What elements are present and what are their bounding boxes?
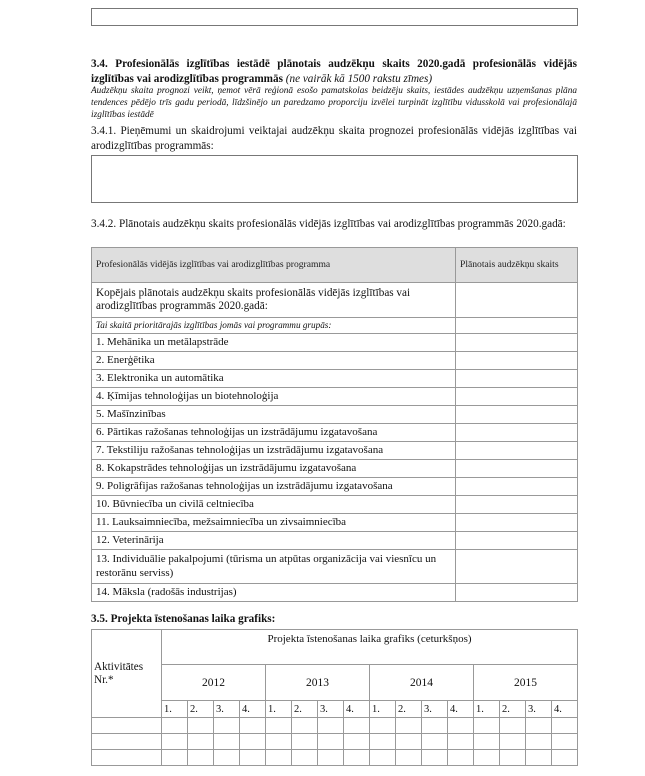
schedule-title-row bbox=[92, 630, 578, 665]
quarter-header: 1. bbox=[474, 701, 500, 718]
schedule-cell[interactable] bbox=[92, 750, 162, 766]
schedule-cell[interactable] bbox=[240, 718, 266, 734]
table-row bbox=[92, 424, 578, 442]
table-row bbox=[92, 584, 578, 602]
program-name: 7. Tekstiliju ražošanas tehnoloģijas un izstrādājumu izgatavošana bbox=[92, 442, 456, 460]
schedule-cell[interactable] bbox=[344, 734, 370, 750]
schedule-cell[interactable] bbox=[292, 718, 318, 734]
program-name: 10. Būvniecība un civilā celtniecība bbox=[92, 496, 456, 514]
table-row bbox=[92, 460, 578, 478]
count-cell[interactable] bbox=[456, 334, 578, 352]
count-cell[interactable] bbox=[456, 584, 578, 602]
schedule-cell[interactable] bbox=[162, 734, 188, 750]
count-cell[interactable] bbox=[456, 352, 578, 370]
schedule-cell[interactable] bbox=[318, 734, 344, 750]
schedule-cell[interactable] bbox=[344, 750, 370, 766]
schedule-cell[interactable] bbox=[292, 734, 318, 750]
subsection-3-4-1-label: 3.4.1. Pieņēmumi un skaidrojumi veiktajai audzēkņu skaita prognozei profesionālās vidējās izglītības vai arodizglītības programmās: bbox=[91, 125, 577, 152]
quarter-header: 1. bbox=[370, 701, 396, 718]
schedule-cell[interactable] bbox=[422, 734, 448, 750]
count-cell[interactable] bbox=[456, 442, 578, 460]
program-name: 11. Lauksaimniecība, mežsaimniecība un zivsaimniecība bbox=[92, 514, 456, 532]
total-count-cell[interactable] bbox=[456, 283, 578, 318]
program-name: 8. Kokapstrādes tehnoloģijas un izstrādājumu izgatavošana bbox=[92, 460, 456, 478]
schedule-cell[interactable] bbox=[240, 734, 266, 750]
schedule-cell[interactable] bbox=[552, 750, 578, 766]
schedule-cell[interactable] bbox=[448, 718, 474, 734]
schedule-cell[interactable] bbox=[526, 718, 552, 734]
priority-count-cell[interactable] bbox=[456, 318, 578, 334]
schedule-cell[interactable] bbox=[266, 734, 292, 750]
schedule-cell[interactable] bbox=[474, 750, 500, 766]
section-3-4-title: 3.4. Profesionālās izglītības iestādē plānotais audzēkņu skaits 2020.gadā profesionālās vidējās izglītības vai arodizglītības programmās bbox=[91, 58, 577, 85]
schedule-cell[interactable] bbox=[370, 734, 396, 750]
program-name: 2. Enerģētika bbox=[92, 352, 456, 370]
priority-row-label: Tai skaitā prioritārajās izglītības jomās vai programmu grupās: bbox=[92, 318, 456, 334]
schedule-cell[interactable] bbox=[92, 734, 162, 750]
table-header-row bbox=[92, 248, 578, 283]
program-name: 4. Ķīmijas tehnoloģijas un biotehnoloģija bbox=[92, 388, 456, 406]
schedule-cell[interactable] bbox=[474, 718, 500, 734]
schedule-cell[interactable] bbox=[370, 750, 396, 766]
quarter-header: 4. bbox=[448, 701, 474, 718]
quarter-header: 2. bbox=[188, 701, 214, 718]
quarter-header: 3. bbox=[318, 701, 344, 718]
quarter-header: 3. bbox=[526, 701, 552, 718]
schedule-cell[interactable] bbox=[500, 750, 526, 766]
quarter-header: 2. bbox=[396, 701, 422, 718]
count-cell[interactable] bbox=[456, 406, 578, 424]
table-row bbox=[92, 514, 578, 532]
schedule-row bbox=[92, 718, 578, 734]
program-name: 3. Elektronika un automātika bbox=[92, 370, 456, 388]
schedule-cell[interactable] bbox=[396, 750, 422, 766]
count-cell[interactable] bbox=[456, 532, 578, 550]
table-row bbox=[92, 370, 578, 388]
schedule-cell[interactable] bbox=[500, 734, 526, 750]
schedule-cell[interactable] bbox=[162, 750, 188, 766]
count-cell[interactable] bbox=[456, 424, 578, 442]
total-row-label: Kopējais plānotais audzēkņu skaits profesionālās vidējās izglītības vai arodizglītības programmās 2020.gadā: bbox=[92, 283, 456, 318]
program-column-header: Profesionālās vidējās izglītības vai arodizglītības programma bbox=[92, 248, 456, 283]
schedule-cell[interactable] bbox=[318, 718, 344, 734]
schedule-cell[interactable] bbox=[318, 750, 344, 766]
quarter-header: 3. bbox=[422, 701, 448, 718]
schedule-cell[interactable] bbox=[214, 750, 240, 766]
year-header: 2015 bbox=[474, 665, 578, 701]
quarter-header: 2. bbox=[292, 701, 318, 718]
schedule-cell[interactable] bbox=[500, 718, 526, 734]
priority-row bbox=[92, 318, 578, 334]
table-row bbox=[92, 550, 578, 584]
schedule-table bbox=[91, 629, 578, 766]
schedule-cell[interactable] bbox=[526, 750, 552, 766]
count-column-header: Plānotais audzēkņu skaits bbox=[456, 248, 578, 283]
program-name: 5. Mašīnzinības bbox=[92, 406, 456, 424]
section-3-5-heading: 3.5. Projekta īstenošanas laika grafiks: bbox=[91, 613, 276, 625]
schedule-cell[interactable] bbox=[240, 750, 266, 766]
program-name: 14. Māksla (radošās industrijas) bbox=[92, 584, 456, 602]
table-row bbox=[92, 496, 578, 514]
schedule-row bbox=[92, 750, 578, 766]
section-3-4-heading bbox=[91, 57, 577, 87]
table-row bbox=[92, 478, 578, 496]
schedule-cell[interactable] bbox=[188, 734, 214, 750]
schedule-cell[interactable] bbox=[344, 718, 370, 734]
table-row bbox=[92, 532, 578, 550]
program-name: 9. Poligrāfijas ražošanas tehnoloģijas un izstrādājumu izgatavošana bbox=[92, 478, 456, 496]
program-name: 12. Veterinārija bbox=[92, 532, 456, 550]
count-cell[interactable] bbox=[456, 478, 578, 496]
schedule-cell[interactable] bbox=[526, 734, 552, 750]
schedule-row bbox=[92, 734, 578, 750]
schedule-cell[interactable] bbox=[188, 750, 214, 766]
quarter-header: 1. bbox=[162, 701, 188, 718]
activity-number-header: Aktivitātes Nr.* bbox=[92, 630, 162, 718]
quarter-header: 4. bbox=[552, 701, 578, 718]
schedule-cell[interactable] bbox=[214, 734, 240, 750]
count-cell[interactable] bbox=[456, 514, 578, 532]
year-header: 2014 bbox=[370, 665, 474, 701]
planned-students-table bbox=[91, 247, 578, 602]
assumptions-input-box[interactable] bbox=[91, 155, 578, 203]
total-row bbox=[92, 283, 578, 318]
table-row bbox=[92, 334, 578, 352]
count-cell[interactable] bbox=[456, 550, 578, 584]
program-name: 1. Mehānika un metālapstrāde bbox=[92, 334, 456, 352]
count-cell[interactable] bbox=[456, 388, 578, 406]
quarter-row bbox=[92, 701, 578, 718]
table-row bbox=[92, 388, 578, 406]
year-row bbox=[92, 665, 578, 701]
schedule-title: Projekta īstenošanas laika grafiks (ceturkšņos) bbox=[162, 630, 578, 665]
schedule-cell[interactable] bbox=[552, 734, 578, 750]
schedule-cell[interactable] bbox=[396, 734, 422, 750]
program-name: 13. Individuālie pakalpojumi (tūrisma un atpūtas organizācija vai viesnīcu un restorānu serviss) bbox=[92, 550, 456, 584]
schedule-cell[interactable] bbox=[214, 718, 240, 734]
schedule-cell[interactable] bbox=[162, 718, 188, 734]
year-header: 2013 bbox=[266, 665, 370, 701]
year-header: 2012 bbox=[162, 665, 266, 701]
schedule-cell[interactable] bbox=[266, 750, 292, 766]
schedule-cell[interactable] bbox=[448, 734, 474, 750]
schedule-cell[interactable] bbox=[448, 750, 474, 766]
count-cell[interactable] bbox=[456, 496, 578, 514]
program-name: 6. Pārtikas ražošanas tehnoloģijas un izstrādājumu izgatavošana bbox=[92, 424, 456, 442]
section-3-4-description: Audzēkņu skaita prognozi veikt, ņemot vērā reģionā esošo pamatskolas beidzēju skaits, iestādes audzēkņu uzņemšanas plāna tendences pēdējo trīs gadu periodā, līdzšinējo un paredzamo proporciju izvēlei turpināt izglītību vidusskolā vai profesionālajā izglītības iestādē bbox=[91, 86, 577, 121]
table-row bbox=[92, 406, 578, 424]
quarter-header: 4. bbox=[344, 701, 370, 718]
table-row bbox=[92, 442, 578, 460]
quarter-header: 3. bbox=[214, 701, 240, 718]
schedule-cell[interactable] bbox=[474, 734, 500, 750]
schedule-cell[interactable] bbox=[396, 718, 422, 734]
schedule-cell[interactable] bbox=[552, 718, 578, 734]
schedule-cell[interactable] bbox=[266, 718, 292, 734]
schedule-cell[interactable] bbox=[188, 718, 214, 734]
schedule-cell[interactable] bbox=[292, 750, 318, 766]
quarter-header: 2. bbox=[500, 701, 526, 718]
schedule-cell[interactable] bbox=[422, 750, 448, 766]
quarter-header: 1. bbox=[266, 701, 292, 718]
count-cell[interactable] bbox=[456, 370, 578, 388]
table-row bbox=[92, 352, 578, 370]
schedule-cell[interactable] bbox=[370, 718, 396, 734]
count-cell[interactable] bbox=[456, 460, 578, 478]
previous-answer-box[interactable] bbox=[91, 8, 578, 26]
section-3-4-char-limit: (ne vairāk kā 1500 rakstu zīmes) bbox=[285, 73, 433, 85]
quarter-header: 4. bbox=[240, 701, 266, 718]
schedule-cell[interactable] bbox=[92, 718, 162, 734]
subsection-3-4-2-label: 3.4.2. Plānotais audzēkņu skaits profesionālās vidējās izglītības vai arodizglītības programmās 2020.gadā: bbox=[91, 218, 566, 230]
schedule-cell[interactable] bbox=[422, 718, 448, 734]
